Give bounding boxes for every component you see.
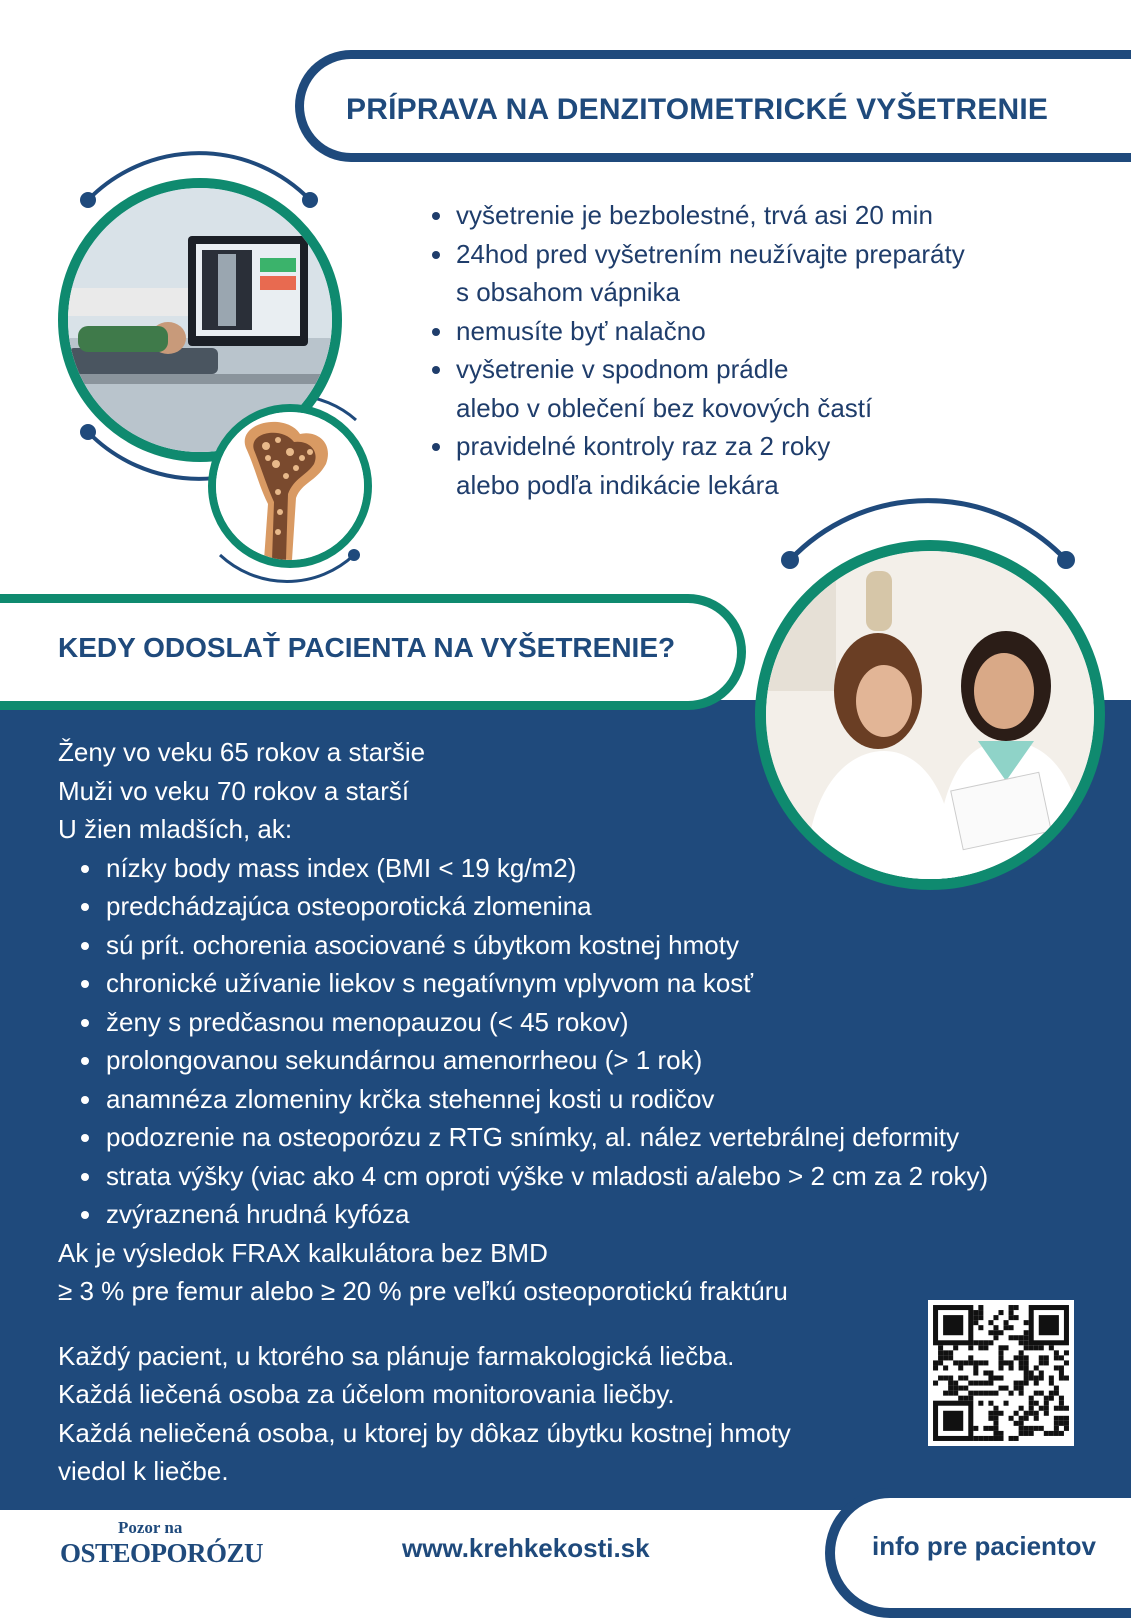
list-item: 24hod pred vyšetrením neužívajte preparáty: [432, 235, 1072, 274]
section-banner: [0, 604, 728, 700]
page-title: PRÍPRAVA NA DENZITOMETRICKÉ VYŠETRENIE: [346, 93, 1049, 126]
criteria-list: [58, 849, 1118, 1234]
frax-line: Ak je výsledok FRAX kalkulátora bez BMD: [58, 1237, 548, 1268]
section-title: KEDY ODOSLAŤ PACIENTA NA VYŠETRENIE?: [58, 632, 676, 663]
list-item: pravidelné kontroly raz za 2 roky: [432, 427, 1072, 466]
closing-line: Každá neliečená osoba, u ktorej by dôkaz úbytku kostnej hmoty: [58, 1417, 791, 1448]
preparation-list: [432, 196, 1072, 504]
list-item: nemusíte byť nalačno: [432, 312, 1072, 351]
list-item-continuation: s obsahom vápnika: [456, 277, 681, 307]
list-item: zvýraznená hrudná kyfóza: [58, 1195, 1118, 1234]
list-item: strata výšky (viac ako 4 cm oproti výške v mladosti a/alebo > 2 cm za 2 roky): [58, 1157, 1118, 1196]
list-item-continuation: alebo v oblečení bez kovových častí: [456, 392, 873, 423]
list-item: nízky body mass index (BMI < 19 kg/m2): [58, 849, 1118, 888]
closing-line: Každý pacient, u ktorého sa plánuje farmakologická liečba.: [58, 1340, 735, 1371]
logo-wordmark: OSTEOPORÓZU: [60, 1538, 264, 1568]
list-item-continuation: alebo podľa indikácie lekára: [456, 469, 779, 500]
list-item: prolongovanou sekundárnou amenorrheou (> 1 rok): [58, 1041, 1118, 1080]
intro-line: Ženy vo veku 65 rokov a staršie: [58, 737, 426, 767]
intro-line: Muži vo veku 70 rokov a starší: [58, 775, 410, 806]
frax-line: ≥ 3 % pre femur alebo ≥ 20 % pre veľkú osteoporotickú fraktúru: [58, 1276, 788, 1306]
qr-code[interactable]: [928, 1300, 1074, 1446]
list-item: anamnéza zlomeniny krčka stehennej kosti u rodičov: [58, 1080, 1118, 1119]
list-item: podozrenie na osteoporózu z RTG snímky, al. nález vertebrálnej deformity: [58, 1118, 1118, 1157]
list-item: vyšetrenie je bezbolestné, trvá asi 20 min: [432, 196, 1072, 235]
intro-line: U žien mladších, ak:: [58, 814, 293, 844]
logo-tagline: Pozor na: [118, 1518, 183, 1537]
closing-line: viedol k liečbe.: [58, 1456, 229, 1486]
list-item: predchádzajúca osteoporotická zlomenina: [58, 887, 1118, 926]
website-link[interactable]: www.krehkekosti.sk: [402, 1533, 650, 1563]
logo: [60, 1518, 264, 1588]
list-item: ženy s predčasnou menopauzou (< 45 rokov): [58, 1003, 1118, 1042]
info-label: info pre pacientov: [872, 1531, 1096, 1561]
list-item: vyšetrenie v spodnom prádle: [432, 350, 1072, 389]
femur-bone-illustration: [208, 404, 372, 568]
title-banner: [295, 50, 1131, 162]
list-item: chronické užívanie liekov s negatívnym vplyvom na kosť: [58, 964, 1118, 1003]
closing-line: Každá liečená osoba za účelom monitorovania liečby.: [58, 1379, 675, 1409]
list-item: sú prít. ochorenia asociované s úbytkom kostnej hmoty: [58, 926, 1118, 965]
